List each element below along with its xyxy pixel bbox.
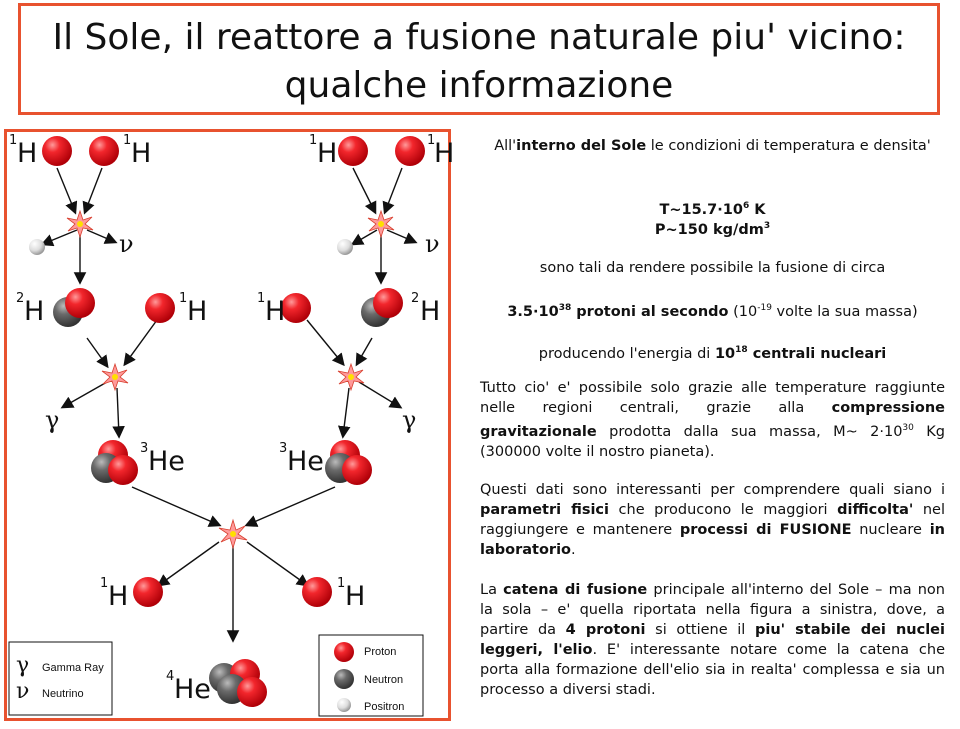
mass-number: 1 — [100, 576, 109, 591]
arrow — [117, 388, 119, 436]
mass-number: 1 — [9, 133, 18, 148]
paragraph-protons-per-second — [480, 298, 945, 322]
particles — [29, 136, 425, 707]
text-run: difficolta' — [837, 502, 914, 518]
text-run: protoni al secondo — [571, 303, 729, 320]
hydrogen-label: H — [434, 138, 455, 169]
proton-icon — [302, 577, 332, 607]
arrow — [247, 542, 307, 585]
arrow — [343, 388, 349, 436]
text-run: nel raggiungere e mantenere — [480, 502, 946, 538]
gamma-symbol: γ — [402, 406, 417, 434]
proton-icon — [65, 288, 95, 318]
deuterium-label: H — [24, 296, 45, 327]
text-run: 3.5·10 — [507, 303, 559, 320]
mass-number: 4 — [166, 669, 175, 684]
text-run: principale all'interno del Sole – ma non la sola – e' quella riportata nella figura a sinistra, dove, a partire da — [480, 582, 945, 638]
hydrogen-label: H — [108, 581, 129, 612]
text-run: prodotta dalla sua massa, M~ 2·10 — [596, 423, 903, 440]
text-run: volte la sua massa) — [771, 303, 918, 320]
proton-proton-chain-diagram — [4, 129, 455, 721]
helium3-label: He — [287, 446, 324, 477]
text-run: . — [571, 542, 576, 558]
legend-gamma-symbol: γ — [16, 653, 30, 678]
arrow — [87, 338, 107, 366]
text-run: interno del Sole — [516, 138, 647, 154]
arrow — [357, 338, 372, 364]
hydrogen-label: H — [265, 296, 286, 327]
arrow — [125, 320, 157, 364]
hydrogen-label: H — [345, 581, 366, 612]
arrow — [387, 230, 415, 242]
proton-icon — [237, 677, 267, 707]
legend-gamma-label: Gamma Ray — [42, 662, 104, 674]
exponent: 38 — [558, 303, 572, 313]
pressure-value — [480, 216, 945, 240]
mass-number: 3 — [140, 441, 149, 456]
text-run: centrali nucleari — [747, 345, 887, 362]
proton-icon — [281, 293, 311, 323]
neutrino-symbol: ν — [119, 230, 134, 258]
proton-icon — [338, 136, 368, 166]
gamma-symbol: γ — [45, 406, 60, 434]
paragraph-fusion-possible: sono tali da rendere possibile la fusione di circa — [539, 260, 886, 276]
arrow — [359, 382, 400, 407]
text-run: 4 protoni — [565, 622, 646, 638]
title-line-1: Il Sole, il reattore a fusione naturale piu' vicino: — [52, 17, 906, 58]
mass-number: 3 — [279, 441, 288, 456]
legend-proton-icon — [334, 642, 354, 662]
text-run: piu' stabile dei nuclei leggeri, l'elio — [480, 622, 945, 658]
proton-icon — [145, 293, 175, 323]
info-text-column — [462, 128, 950, 721]
exponent: -19 — [757, 303, 772, 313]
hydrogen-label: H — [131, 138, 152, 169]
neutrino-symbol: ν — [425, 230, 440, 258]
text-run: T~15.7·10 — [659, 201, 743, 218]
flash-icon — [102, 364, 128, 390]
text-run: Tutto cio' e' possibile solo grazie alle temperature raggiunte nelle regioni centrali, grazie alla — [480, 380, 945, 416]
positron-icon — [337, 239, 353, 255]
text-run: P~150 kg/dm — [654, 221, 764, 238]
mass-number: 1 — [179, 291, 188, 306]
proton-icon — [342, 455, 372, 485]
helium3-label: He — [148, 446, 185, 477]
fusion-diagram-svg — [7, 132, 455, 718]
exponent: 6 — [742, 201, 750, 211]
hydrogen-label: H — [17, 138, 38, 169]
legend-neutron-label: Neutron — [364, 674, 404, 686]
text-run: processi di FUSIONE — [679, 522, 852, 538]
energy-flashes — [67, 211, 394, 548]
text-run: Questi dati sono interessanti per comprendere quali siano i — [480, 482, 945, 498]
proton-icon — [108, 455, 138, 485]
arrow — [87, 230, 115, 242]
text-run: le condizioni di temperatura e densita' — [646, 138, 931, 154]
mass-number: 1 — [309, 133, 318, 148]
arrow — [43, 230, 77, 244]
legend-neutron-icon — [334, 669, 354, 689]
mass-number: 1 — [123, 133, 132, 148]
arrow — [159, 542, 219, 585]
arrow — [247, 487, 335, 525]
title-line-2: qualche informazione — [284, 65, 674, 106]
legend-proton-label: Proton — [364, 646, 397, 658]
legend-neutrino-label: Neutrino — [42, 688, 84, 700]
exponent: 30 — [902, 423, 914, 433]
legend-positron-icon — [337, 698, 351, 712]
legend-positron-label: Positron — [364, 701, 405, 713]
arrow — [85, 168, 102, 212]
arrow — [307, 320, 343, 364]
legend-right — [319, 635, 423, 716]
proton-icon — [373, 288, 403, 318]
title-box — [18, 3, 940, 115]
paragraph-sun-conditions — [480, 136, 945, 156]
positron-icon — [29, 239, 45, 255]
text-run: . E' interessante notare come la catena che porta alla formazione dell'elio sia in realta' complessa e sia un processo a diversi stadi. — [480, 642, 945, 698]
proton-icon — [42, 136, 72, 166]
mass-number: 1 — [257, 291, 266, 306]
text-run: compressione gravitazionale — [480, 400, 945, 440]
text-run: producendo l'energia di — [538, 345, 715, 362]
paragraph-gravitational-compression — [480, 378, 945, 462]
mass-number: 2 — [411, 291, 420, 306]
text-run: catena di fusione — [503, 582, 648, 598]
text-run: parametri fisici — [480, 502, 609, 518]
text-run: si ottiene il — [645, 622, 755, 638]
proton-icon — [395, 136, 425, 166]
text-run: 10 — [714, 345, 736, 362]
arrow — [132, 487, 219, 525]
text-run: All' — [494, 138, 517, 154]
arrow — [57, 168, 75, 212]
text-run: Kg (300000 volte il nostro pianeta). — [480, 423, 945, 460]
legend-neutrino-symbol: ν — [16, 679, 30, 704]
mass-number: 1 — [427, 133, 436, 148]
arrow — [63, 382, 107, 407]
proton-icon — [89, 136, 119, 166]
text-run: nucleare — [851, 522, 930, 538]
exponent: 3 — [763, 221, 771, 231]
hydrogen-label: H — [187, 296, 208, 327]
mass-number: 1 — [337, 576, 346, 591]
helium4-label: He — [174, 674, 211, 705]
text-run: (10 — [728, 303, 758, 320]
paragraph-fusion-chain — [480, 580, 945, 700]
arrow — [353, 230, 377, 244]
paragraph-physical-parameters — [480, 480, 945, 560]
exponent: 18 — [735, 345, 748, 355]
paragraph-energy — [480, 340, 945, 364]
flash-icon — [338, 364, 364, 390]
text-run: in laboratorio — [480, 522, 945, 558]
text-run: La — [480, 582, 504, 598]
flash-icon — [219, 520, 247, 548]
legend-left — [9, 642, 112, 715]
deuterium-label: H — [420, 296, 441, 327]
hydrogen-label: H — [317, 138, 338, 169]
page-title — [21, 14, 937, 110]
text-run: che producono le maggiori — [609, 502, 838, 518]
proton-icon — [133, 577, 163, 607]
arrow — [385, 168, 402, 212]
reaction-arrows — [43, 168, 415, 640]
text-run: K — [749, 201, 766, 218]
mass-number: 2 — [16, 291, 25, 306]
arrow — [353, 168, 375, 212]
